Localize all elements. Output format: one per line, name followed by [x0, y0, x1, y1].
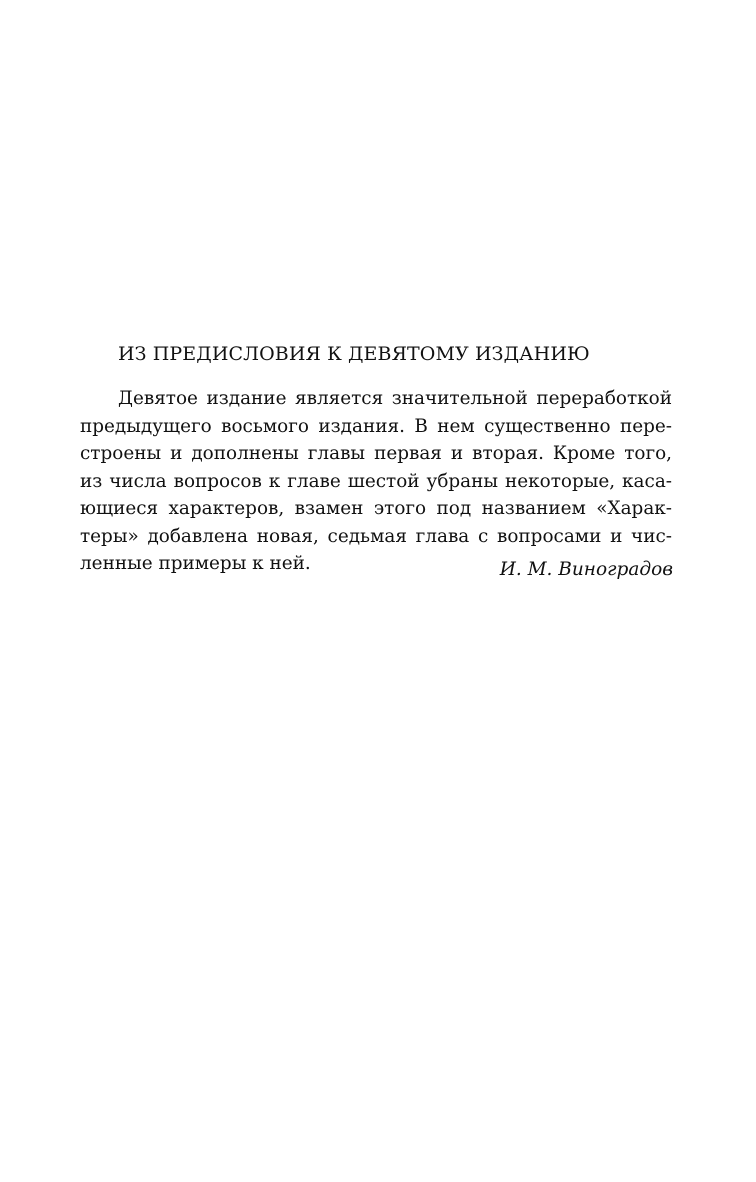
paragraph-line: ленные примеры к ней. [80, 553, 311, 574]
paragraph-line: из числа вопросов к главе шестой убраны некоторые, каса- [80, 470, 672, 492]
paragraph-line: теры» добавлена новая, седьмая глава с вопросами и чис- [80, 525, 672, 547]
paragraph-line: строены и дополнены главы первая и вторая. Кроме того, [80, 443, 672, 464]
preface-heading: ИЗ ПРЕДИСЛОВИЯ К ДЕВЯТОМУ ИЗДАНИЮ [118, 343, 590, 365]
preface-paragraph [80, 385, 672, 578]
paragraph-line: предыдущего восьмого издания. В нем существенно пере- [80, 415, 672, 437]
paragraph-line: Девятое издание является значительной переработкой [118, 388, 672, 409]
author-signature: И. М. Виноградов [499, 559, 673, 580]
paragraph-line: ющиеся характеров, взамен этого под названием «Харак- [80, 498, 672, 519]
